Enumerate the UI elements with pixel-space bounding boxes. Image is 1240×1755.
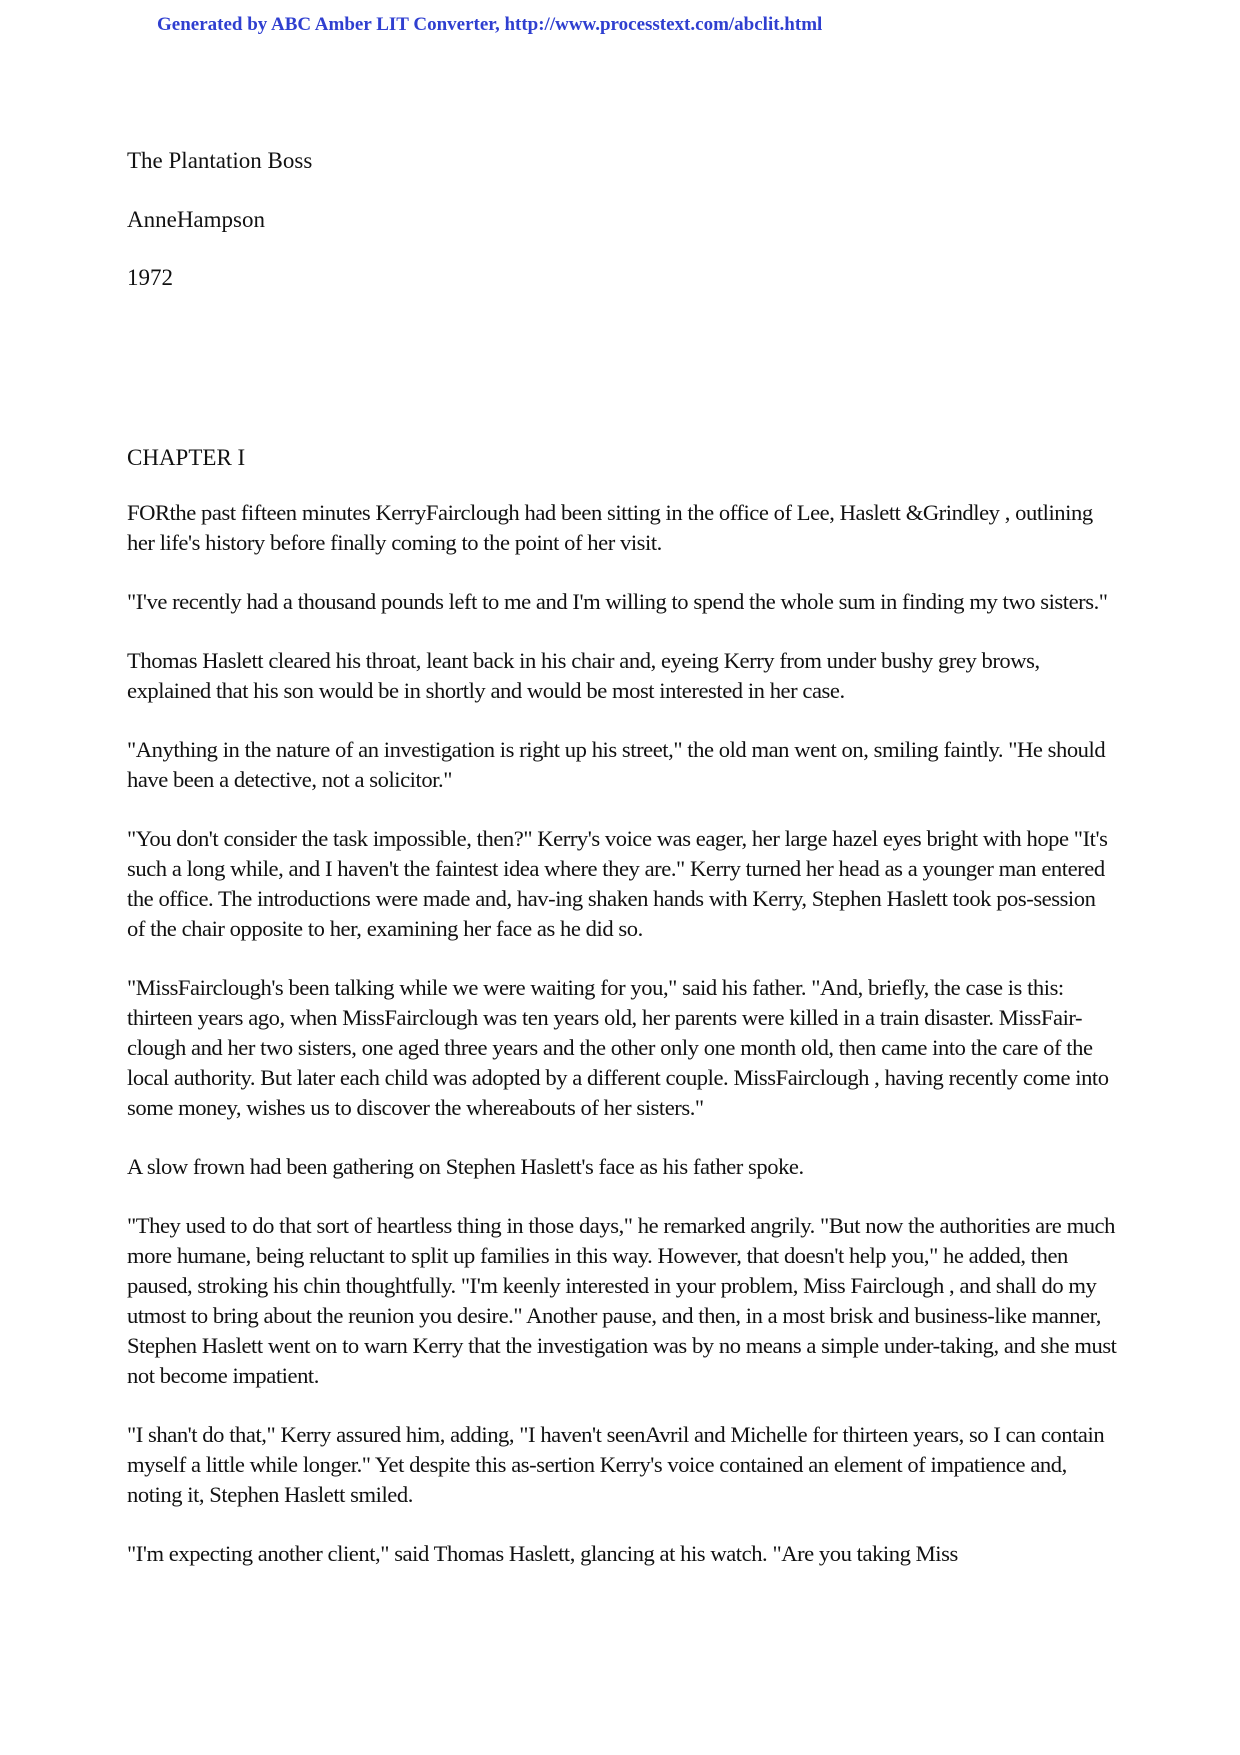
chapter-heading: CHAPTER I bbox=[127, 445, 246, 470]
generator-link[interactable]: Generated by ABC Amber LIT Converter, http://www.processtext.com/abclit.html bbox=[157, 14, 823, 35]
publication-year: 1972 bbox=[127, 265, 173, 290]
paragraph: "MissFairclough's been talking while we were waiting for you," said his father. "And, briefly, the case is this: thirteen years ago, when MissFairclough was ten years old, her parents were killed in a train disaster. MissFair-clough and her two sisters, one aged three years and the other only one month old, then came into the care of the local authority. But later each child was adopted by a different couple. MissFairclough , having recently come into some money, wishes us to discover the whereabouts of her sisters." bbox=[127, 975, 1109, 1120]
document-body bbox=[127, 146, 1117, 1598]
paragraph: "They used to do that sort of heartless thing in those days," he remarked angrily. "But now the authorities are much more humane, being reluctant to split up families in this way. However, that doesn't help you," he added, then paused, stroking his chin thoughtfully. "I'm keenly interested in your problem, Miss Fairclough , and shall do my utmost to bring about the reunion you desire." Another pause, and then, in a most brisk and business-like manner, Stephen Haslett went on to warn Kerry that the investigation was by no means a simple under-taking, and she must not become impatient. bbox=[127, 1213, 1117, 1388]
paragraph: "Anything in the nature of an investigation is right up his street," the old man went on, smiling faintly. "He should have been a detective, not a solicitor." bbox=[127, 737, 1106, 792]
book-author: AnneHampson bbox=[127, 207, 265, 232]
paragraph: Thomas Haslett cleared his throat, leant back in his chair and, eyeing Kerry from under bushy grey brows, explained that his son would be in shortly and would be most interested in her case. bbox=[127, 648, 1040, 703]
paragraph: FORthe past fifteen minutes KerryFairclough had been sitting in the office of Lee, Haslett &Grindley , outlining her life's history before finally coming to the point of her visit. bbox=[127, 500, 1093, 555]
paragraph: A slow frown had been gathering on Stephen Haslett's face as his father spoke. bbox=[127, 1154, 804, 1179]
paragraph: "I shan't do that," Kerry assured him, adding, "I haven't seenAvril and Michelle for thirteen years, so I can contain myself a little while longer." Yet despite this as-sertion Kerry's voice contained an element of impatience and, noting it, Stephen Haslett smiled. bbox=[127, 1422, 1105, 1507]
paragraph: "You don't consider the task impossible, then?" Kerry's voice was eager, her large hazel eyes bright with hope "It's such a long while, and I haven't the faintest idea where they are." Kerry turned her head as a younger man entered the office. The introductions were made and, hav-ing shaken hands with Kerry, Stephen Haslett took pos-session of the chair opposite to her, examining her face as he did so. bbox=[127, 826, 1108, 941]
book-title: The Plantation Boss bbox=[127, 148, 313, 173]
paragraph: "I'm expecting another client," said Thomas Haslett, glancing at his watch. "Are you taking Miss bbox=[127, 1541, 958, 1566]
paragraph: "I've recently had a thousand pounds left to me and I'm willing to spend the whole sum in finding my two sisters." bbox=[127, 589, 1108, 614]
